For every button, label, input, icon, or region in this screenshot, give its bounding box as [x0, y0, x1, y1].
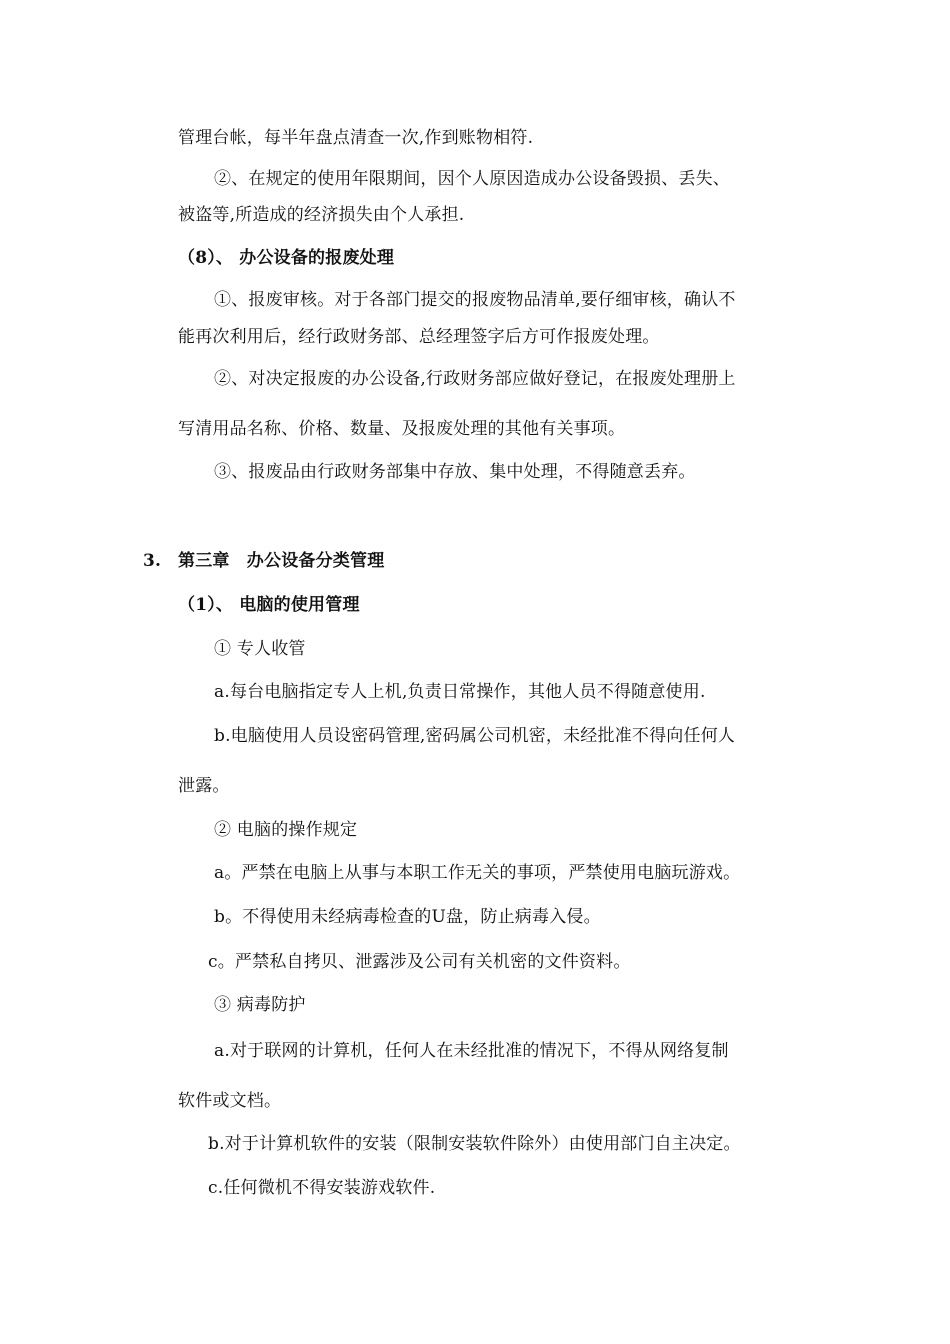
- subsection-heading: ③ 病毒防护: [214, 995, 306, 1015]
- paragraph-line: ②、对决定报废的办公设备,行政财务部应做好登记，在报废处理册上: [214, 369, 736, 389]
- section-heading: （1）、 电脑的使用管理: [178, 595, 360, 615]
- chapter-number: 3.: [143, 551, 162, 571]
- paragraph-line: 能再次利用后，经行政财务部、总经理签字后方可作报废处理。: [178, 327, 660, 347]
- paragraph-line: b。不得使用未经病毒检查的U盘，防止病毒入侵。: [214, 907, 601, 927]
- chapter-heading: 第三章 办公设备分类管理: [178, 551, 385, 571]
- paragraph-line: 写清用品名称、价格、数量、及报废处理的其他有关事项。: [178, 419, 626, 439]
- paragraph-line: a.每台电脑指定专人上机,负责日常操作，其他人员不得随意使用.: [214, 682, 706, 702]
- subsection-heading: ② 电脑的操作规定: [214, 820, 358, 840]
- paragraph-line: 管理台帐，每半年盘点清查一次,作到账物相符.: [178, 128, 534, 148]
- paragraph-line: ③、报废品由行政财务部集中存放、集中处理，不得随意丢弃。: [214, 462, 696, 482]
- subsection-heading: ① 专人收管: [214, 639, 306, 659]
- paragraph-line: c.任何微机不得安装游戏软件.: [208, 1178, 436, 1198]
- paragraph-line: c。严禁私自拷贝、泄露涉及公司有关机密的文件资料。: [208, 952, 631, 972]
- paragraph-line: 泄露。: [178, 776, 230, 796]
- paragraph-line: 被盗等,所造成的经济损失由个人承担.: [178, 205, 465, 225]
- paragraph-line: a.对于联网的计算机，任何人在未经批准的情况下，不得从网络复制: [214, 1041, 729, 1061]
- paragraph-line: b.对于计算机软件的安装（限制安装软件除外）由使用部门自主决定。: [208, 1134, 741, 1154]
- paragraph-line: b.电脑使用人员设密码管理,密码属公司机密，未经批准不得向任何人: [214, 726, 736, 746]
- paragraph-line: 软件或文档。: [178, 1091, 282, 1111]
- paragraph-line: ②、在规定的使用年限期间，因个人原因造成办公设备毁损、丢失、: [214, 169, 730, 189]
- paragraph-line: ①、报废审核。对于各部门提交的报废物品清单,要仔细审核，确认不: [214, 290, 736, 310]
- paragraph-line: a。严禁在电脑上从事与本职工作无关的事项，严禁使用电脑玩游戏。: [214, 863, 741, 883]
- section-heading: （8）、 办公设备的报废处理: [178, 248, 395, 268]
